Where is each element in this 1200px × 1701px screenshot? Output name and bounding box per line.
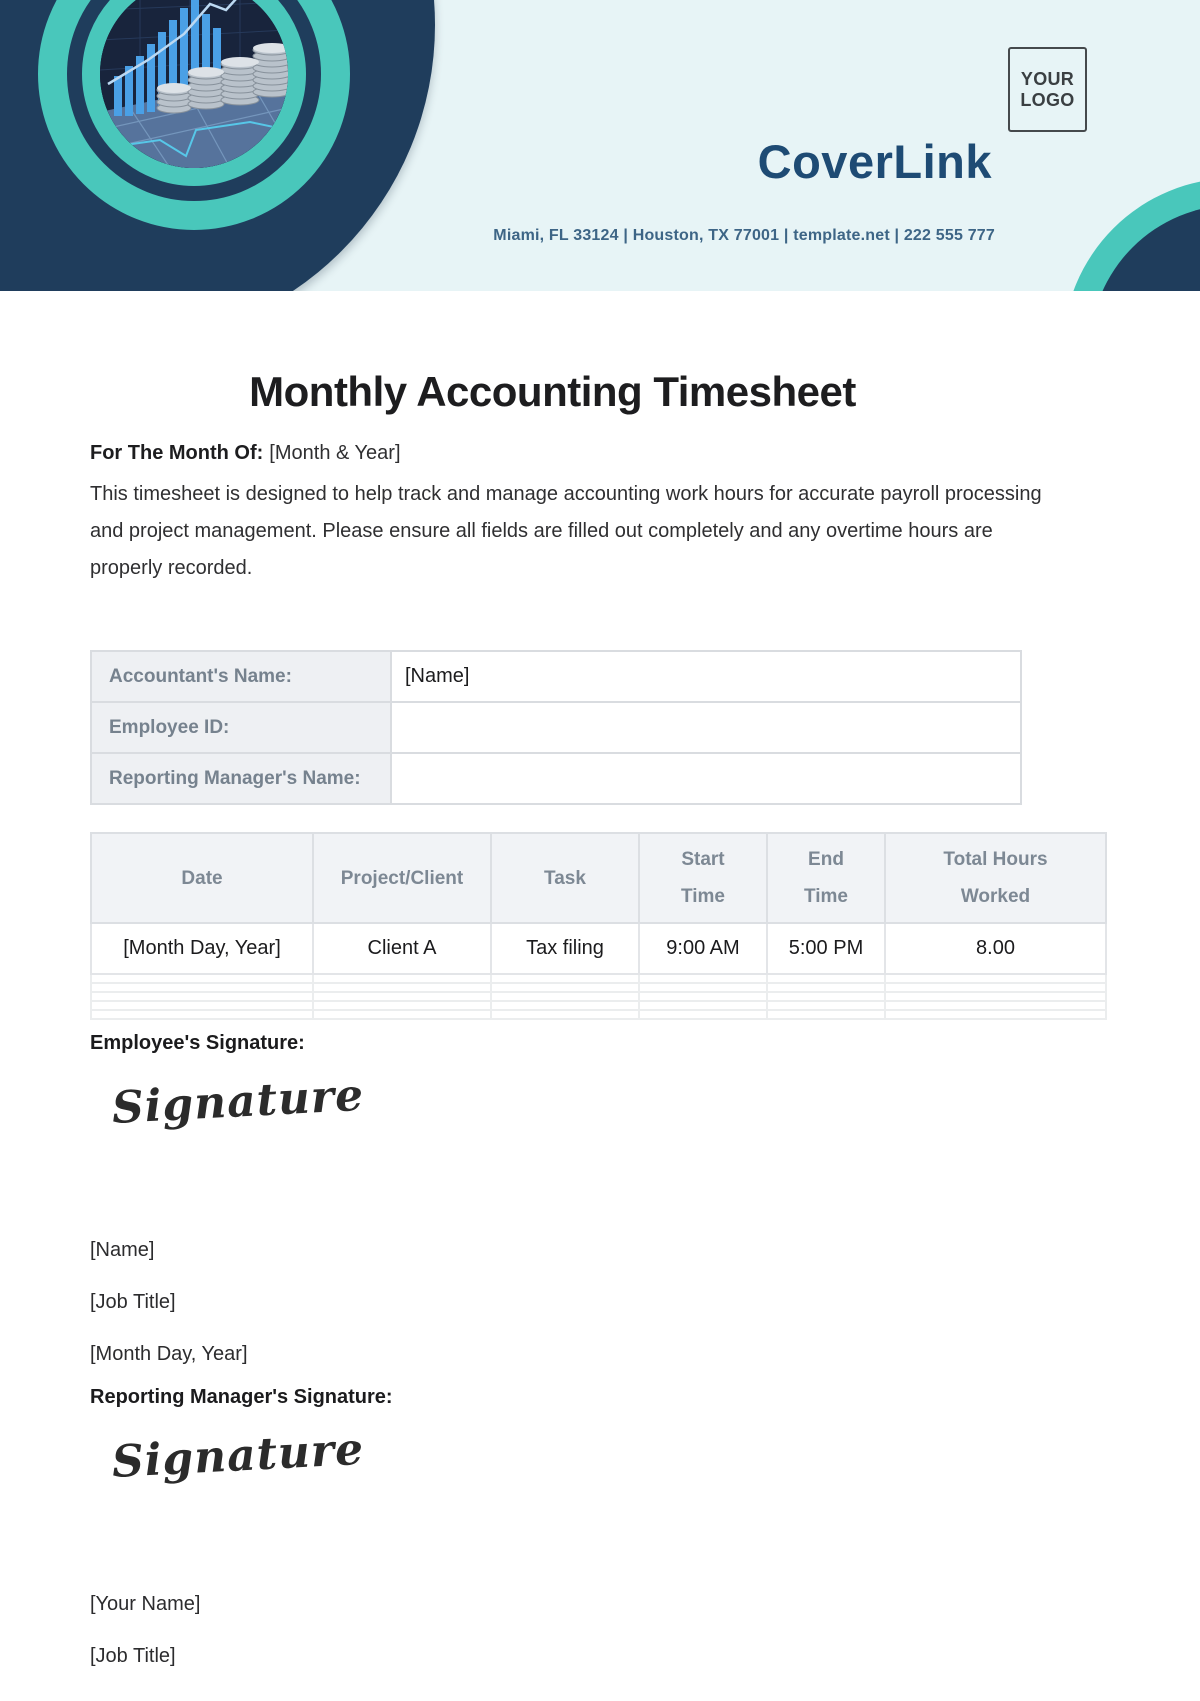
empty-entry-row <box>91 974 1106 983</box>
entry-task-cell[interactable]: Tax filing <box>491 923 639 974</box>
month-value[interactable]: [Month & Year] <box>269 442 401 464</box>
employee-id-field[interactable] <box>391 702 1021 753</box>
employee-signature-date: [Month Day, Year] <box>90 1343 248 1365</box>
entry-project-client-cell[interactable]: Client A <box>313 923 491 974</box>
column-header-task: Task <box>491 833 639 923</box>
document-header <box>0 0 1200 291</box>
page-title: Monthly Accounting Timesheet <box>249 368 856 415</box>
month-line <box>90 442 1200 465</box>
entry-start-time-cell[interactable]: 9:00 AM <box>639 923 767 974</box>
column-header-end-time: End Time <box>767 833 885 923</box>
table-row <box>91 753 1021 804</box>
manager-name: [Your Name] <box>90 1593 201 1615</box>
employee-name: [Name] <box>90 1239 155 1261</box>
accountant-name-label: Accountant's Name: <box>91 651 391 702</box>
empty-entry-row <box>91 983 1106 992</box>
column-header-project-client: Project/Client <box>313 833 491 923</box>
logo-text-line1: YOUR <box>1020 69 1075 90</box>
company-address: Miami, FL 33124 | Houston, TX 77001 | template.net | 222 555 777 <box>493 227 995 244</box>
accountant-name-field[interactable]: [Name] <box>391 651 1021 702</box>
column-header-date: Date <box>91 833 313 923</box>
employee-signature-label: Employee's Signature: <box>90 1032 305 1054</box>
timesheet-entry-row <box>91 923 1106 974</box>
table-row <box>91 651 1021 702</box>
employee-info-table <box>90 650 1022 805</box>
empty-entry-row <box>91 1010 1106 1019</box>
manager-job-title: [Job Title] <box>90 1645 176 1667</box>
logo-placeholder <box>1008 47 1087 132</box>
employee-signature-script: Signature <box>110 1069 366 1134</box>
manager-signature-label: Reporting Manager's Signature: <box>90 1386 393 1408</box>
column-header-total-hours: Total Hours Worked <box>885 833 1106 923</box>
reporting-manager-name-label: Reporting Manager's Name: <box>91 753 391 804</box>
entry-total-hours-cell[interactable]: 8.00 <box>885 923 1106 974</box>
employee-job-title: [Job Title] <box>90 1291 176 1313</box>
column-header-start-time: Start Time <box>639 833 767 923</box>
month-label: For The Month Of: <box>90 442 264 464</box>
timesheet-header-row <box>91 833 1106 923</box>
empty-entry-row <box>91 992 1106 1001</box>
entry-date-cell[interactable]: [Month Day, Year] <box>91 923 313 974</box>
entry-end-time-cell[interactable]: 5:00 PM <box>767 923 885 974</box>
reporting-manager-name-field[interactable] <box>391 753 1021 804</box>
description-paragraph: This timesheet is designed to help track and manage accounting work hours for accurate payroll processing and project management. Please ensure all fields are filled out completely and any overtime hours are properly recorded. <box>90 483 1042 579</box>
brand-name: CoverLink <box>757 135 992 188</box>
table-row <box>91 702 1021 753</box>
empty-entry-row <box>91 1001 1106 1010</box>
timesheet-table <box>90 832 1107 1020</box>
logo-text-line2: LOGO <box>1020 89 1075 110</box>
employee-id-label: Employee ID: <box>91 702 391 753</box>
manager-signature-script: Signature <box>110 1423 366 1488</box>
